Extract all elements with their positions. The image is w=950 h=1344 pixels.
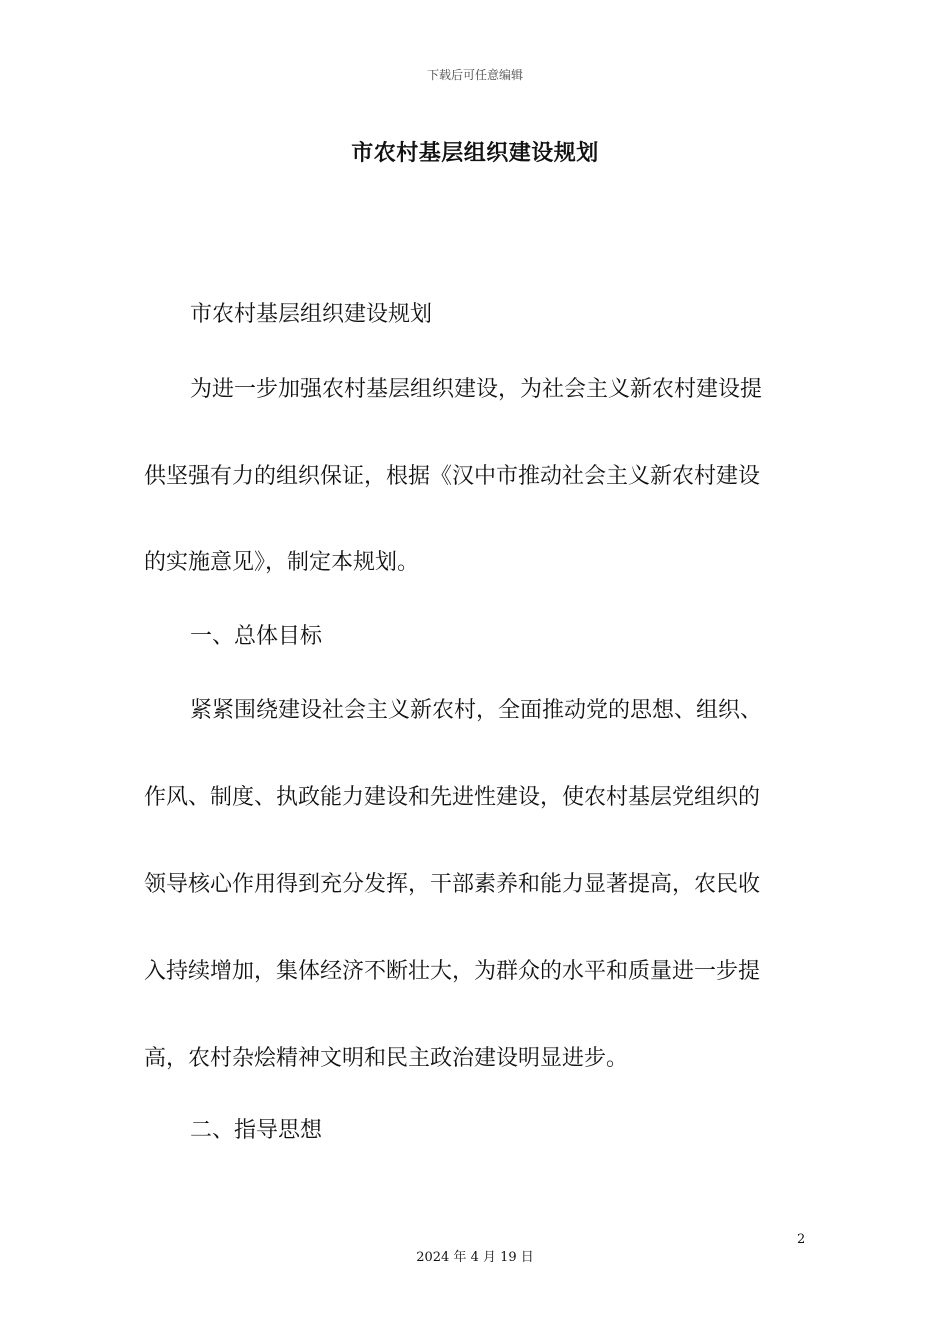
section1-line: 高，农村杂烩精神文明和民主政治建设明显进步。 [144,1046,629,1071]
footer-date: 2024 年 4 月 19 日 [416,1250,534,1265]
intro-line: 为进一步加强农村基层组织建设，为社会主义新农村建设提 [190,377,763,402]
section-heading-guiding-ideology: 二、指导思想 [190,1118,323,1143]
section1-line: 领导核心作用得到充分发挥，干部素养和能力显著提高，农民收 [144,872,761,897]
section1-line: 入持续增加，集体经济不断壮大，为群众的水平和质量进一步提 [144,959,761,984]
page-number: 2 [797,1232,806,1247]
document-subtitle: 市农村基层组织建设规划 [190,302,433,327]
intro-line: 的实施意见》，制定本规划。 [144,550,420,575]
intro-line: 供坚强有力的组织保证，根据《汉中市推动社会主义新农村建设 [144,464,761,489]
section1-line: 紧紧围绕建设社会主义新农村，全面推动党的思想、组织、 [190,698,763,723]
header-note: 下载后可任意编辑 [426,68,523,82]
section-heading-goals: 一、总体目标 [190,624,323,649]
section1-line: 作风、制度、执政能力建设和先进性建设，使农村基层党组织的 [144,785,761,810]
document-title: 市农村基层组织建设规划 [351,141,599,166]
